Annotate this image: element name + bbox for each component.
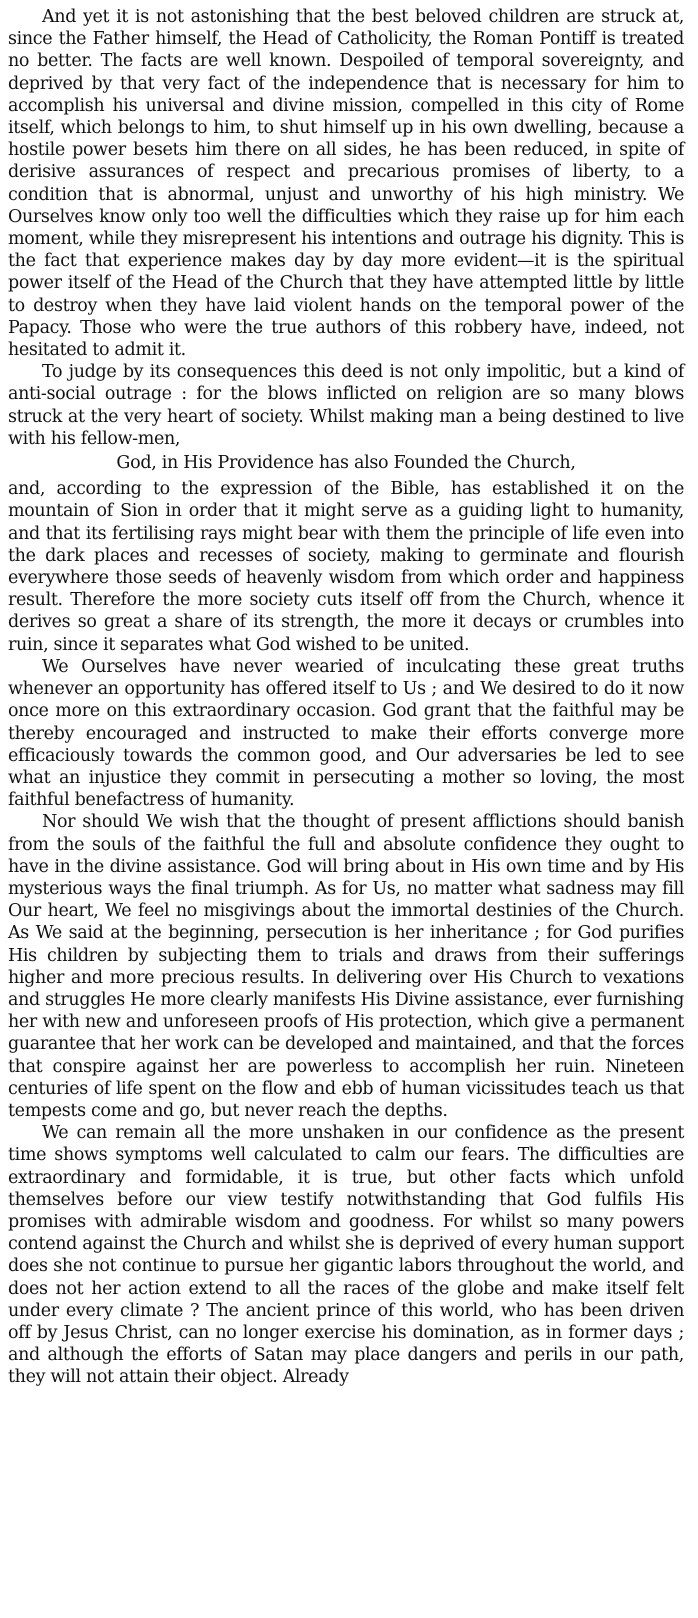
paragraph-divine-assistance: Nor should We wish that the thought of present afflictions should banish from the souls of the faithful the full and absolute confidence they ought to have in the divine assistance. God will bring about in His own time and by His mysterious ways the final triumph. As for Us, no matter what sadness may fill Our heart, We feel no misgivings about the immortal destinies of the Church. As We said at the beginning, persecution is her inheritance ; for God purifies His children by subjecting them to trials and draws from their sufferings higher and more precious results. In delivering over His Church to vexations and struggles He more clearly manifests His Divine assistance, ever furnishing her with new and unforeseen proofs of His protection, which give a permanent guarantee that her work can be developed and maintained, and that the forces that conspire against her are powerless to accomplish her ruin. Nineteen centuries of life spent on the flow and ebb of human vicissitudes teach us that tempests come and go, but never reach the depths.: [8, 812, 684, 1121]
paragraph-unshaken-confidence: We can remain all the more unshaken in our confidence as the present time shows symptoms well calculated to calm our fears. The difficulties are extraordinary and formidable, it is true, but other facts which unfold themselves before our view testify notwithstanding that God fulfils His promises with admirable wisdom and goodness. For whilst so many powers contend against the Church and whilst she is deprived of every human support does she not continue to pursue her gigantic labors throughout the world, and does not her action extend to all the races of the globe and make itself felt under every climate ? The ancient prince of this world, who has been driven off by Jesus Christ, can no longer exercise his domination, as in former days ; and although the efforts of Satan may place dangers and perils in our path, they will not attain their object. Already: [8, 1123, 684, 1388]
paragraph-papal-condition: And yet it is not astonishing that the best beloved children are struck at, since the Father himself, the Head of Catholicity, the Roman Pontiff is treated no better. The facts are well known. Despoiled of temporal sovereignty, and deprived by that very fact of the independence that is necessary for him to accomplish his universal and divine mission, compelled in this city of Rome itself, which belongs to him, to shut himself up in his own dwelling, because a hostile power besets him there on all sides, he has been reduced, in spite of derisive assurances of respect and precarious promises of liberty, to a condition that is abnormal, unjust and unworthy of his high ministry. We Ourselves know only too well the difficulties which they raise up for him each moment, while they misrepresent his intentions and outrage his dignity. This is the fact that experience makes day by day more evident—it is the spiritual power itself of the Head of the Church that they have attempted little by little to destroy when they have laid violent hands on the temporal power of the Papacy. Those who were the true authors of this robbery have, indeed, not hesitated to admit it.: [8, 7, 684, 361]
paragraph-anti-social-outrage: To judge by its consequences this deed is not only impolitic, but a kind of anti-social outrage : for the blows inflicted on religion are so many blows struck at the very heart of society. Whilst making man a being destined to live with his fellow-men,: [8, 362, 684, 449]
paragraph-church-founded: and, according to the expression of the Bible, has established it on the mountain of Sion in order that it might serve as a guiding light to humanity, and that its fertilising rays might bear with them the principle of life even into the dark places and recesses of society, making to germinate and flourish everywhere those seeds of heavenly wisdom from which order and happiness result. Therefore the more society cuts itself off from the Church, whence it derives so great a share of its strength, the more it decays or crumbles into ruin, since it separates what God wished to be united.: [8, 479, 684, 655]
paragraph-great-truths: We Ourselves have never wearied of inculcating these great truths whenever an opportunity has offered itself to Us ; and We desired to do it now once more on this extraordinary occasion. God grant that the faithful may be thereby encouraged and instructed to make their efforts converge more efficaciously towards the common good, and Our adversaries be led to see what an injustice they commit in persecuting a mother so loving, the most faithful benefactress of humanity.: [8, 656, 684, 811]
section-subheading: God, in His Providence has also Founded the Church,: [116, 453, 576, 474]
